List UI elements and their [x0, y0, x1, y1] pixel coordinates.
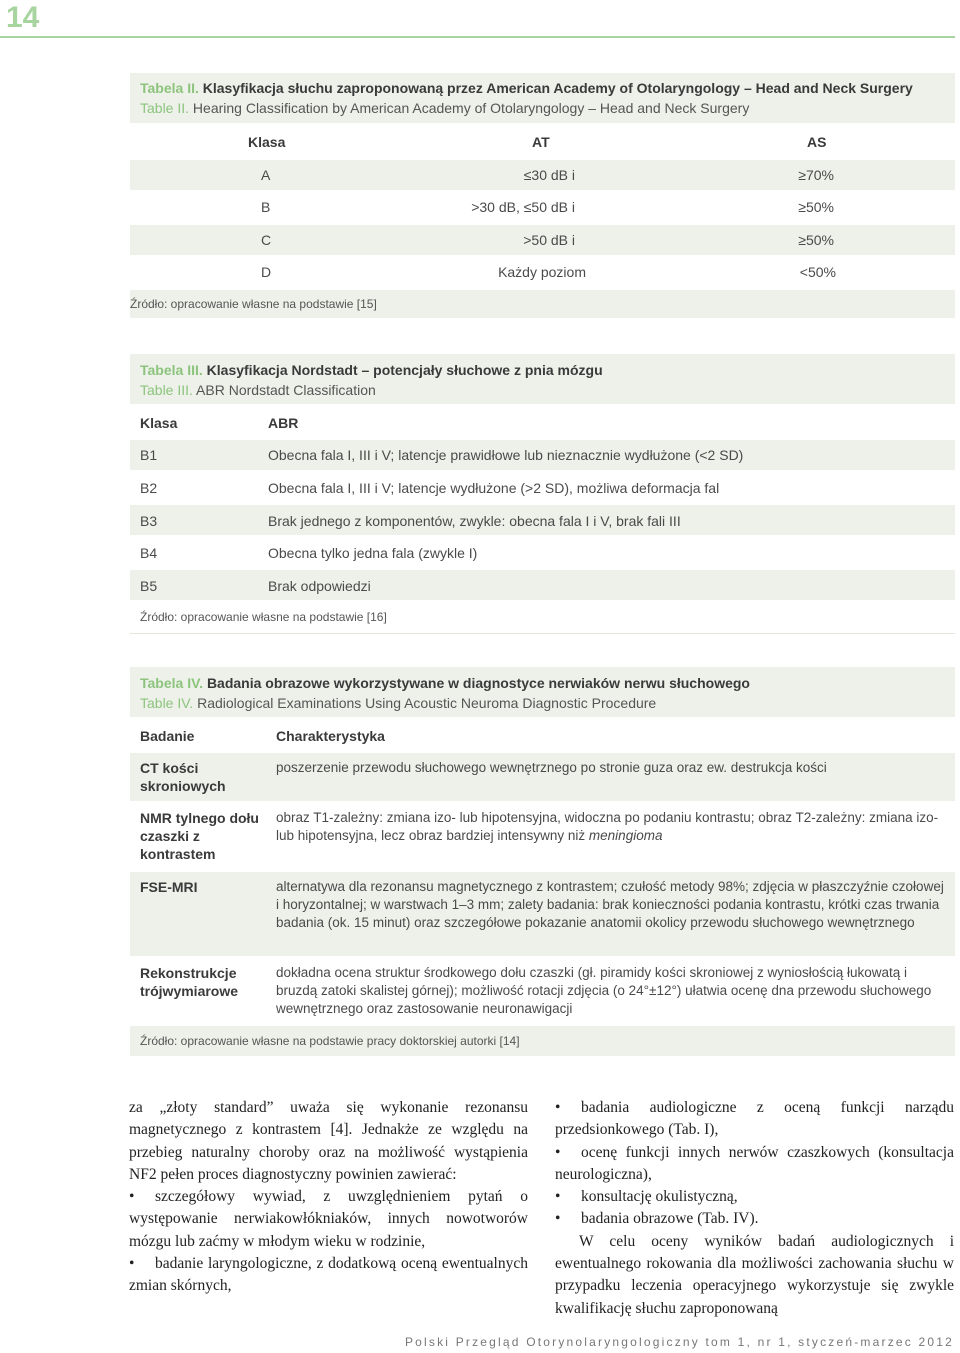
table-4	[130, 667, 955, 1057]
body-bullet: • badania obrazowe (Tab. IV).	[555, 1208, 954, 1230]
table-2-label-en: Table II.	[140, 100, 190, 116]
table-4-cell-charakterystyka	[276, 809, 946, 845]
table-2-cell-as: ≥50%	[798, 199, 834, 215]
page-number: 14	[6, 1, 40, 34]
table-2-cell-at: >50 dB i	[523, 232, 575, 248]
table-4-row	[130, 958, 955, 1024]
table-2-row	[130, 258, 955, 288]
table-4-header-row	[130, 721, 955, 751]
table-2-row	[130, 160, 955, 190]
table-2-cell-as: <50%	[799, 264, 836, 280]
table-3-row	[130, 570, 955, 600]
table-4-header-badanie: Badanie	[140, 728, 195, 744]
body-bullet: • szczegółowy wywiad, z uwzględnieniem pytań o występowanie nerwiakowłókniaków, innych nowotworów mózgu lub zaćmy w młodym wieku w rodzinie,	[129, 1186, 528, 1253]
table-3-row	[130, 440, 955, 470]
table-3-cell-klasa: B4	[140, 545, 158, 561]
table-2-cell-klasa: D	[261, 264, 272, 280]
body-right-column	[555, 1097, 954, 1320]
body-bullet: • badania audiologiczne z oceną funkcji narządu przedsionkowego (Tab. I),	[555, 1097, 954, 1142]
table-3-label-pl: Tabela III.	[140, 362, 203, 378]
table-4-cell-badanie: Rekonstrukcje trójwymiarowe	[140, 965, 239, 999]
table-4-row	[130, 753, 955, 801]
table-4-cell-text: obraz T1-zależny: zmiana izo- lub hipotensyjna, widoczna po podaniu kontrastu; obraz T2-zależny: zmiana izo- lub hipotensyjna, lecz obraz bardziej intensywny niż	[276, 810, 939, 843]
table-4-label-pl: Tabela IV.	[140, 675, 204, 691]
table-3-title-pl: Klasyfikacja Nordstadt – potencjały słuchowe z pnia mózgu	[206, 362, 603, 378]
table-4-cell-italic-term: meningioma	[588, 828, 663, 843]
table-4-cell-charakterystyka: dokładna ocena struktur środkowego dołu czaszki (gł. piramidy kości skroniowej z wyniosłością łukowatą i bruzdą zatoki skalistej górnej); możliwość rotacji zdjęcia (o 24°±12°) ułatwia ocenę dna przewodu słuchowego wewnętrznego oraz zastosowanie neuronawigacji	[276, 965, 932, 1016]
table-2-title-pl: Klasyfikacja słuchu zaproponowaną przez American Academy of Otolaryngology – Head and Neck Surgery	[202, 80, 913, 96]
journal-footer: Polski Przegląd Otorynolaryngologiczny tom 1, nr 1, styczeń-marzec 2012	[404, 1335, 954, 1349]
table-2-header-at: AT	[532, 134, 550, 150]
table-3-cell-abr: Obecna tylko jedna fala (zwykle I)	[268, 545, 478, 561]
table-4-title-pl: Badania obrazowe wykorzystywane w diagnostyce nerwiaków nerwu słuchowego	[206, 675, 750, 691]
body-bullet: • konsultację okulistyczną,	[555, 1186, 954, 1208]
table-2-cell-klasa: C	[261, 232, 272, 248]
table-4-header-charakterystyka: Charakterystyka	[276, 728, 385, 744]
table-3	[130, 354, 955, 634]
table-3-label-en: Table III.	[140, 382, 193, 398]
table-2-header-klasa: Klasa	[248, 134, 286, 150]
body-left-column	[129, 1097, 528, 1298]
table-3-cell-abr: Obecna fala I, III i V; latencje prawidłowe lub nieznacznie wydłużone (<2 SD)	[268, 447, 744, 463]
table-2-cell-klasa: B	[261, 199, 271, 215]
table-2-cell-at: ≤30 dB i	[523, 167, 575, 183]
table-3-cell-klasa: B1	[140, 447, 158, 463]
table-2-label-pl: Tabela II.	[140, 80, 199, 96]
table-4-cell-badanie: FSE-MRI	[140, 879, 198, 895]
table-4-row	[130, 872, 955, 956]
table-2-row	[130, 193, 955, 223]
table-3-cell-abr: Brak odpowiedzi	[268, 578, 371, 594]
table-4-source-row	[130, 1026, 955, 1056]
table-3-caption	[130, 354, 955, 404]
table-2	[130, 73, 955, 318]
table-4-row	[130, 803, 955, 871]
table-3-source: Źródło: opracowanie własne na podstawie [16]	[140, 610, 387, 624]
table-2-source: Źródło: opracowanie własne na podstawie [15]	[130, 297, 377, 311]
table-4-cell-charakterystyka: alternatywa dla rezonansu magnetycznego z kontrastem; czułość metody 98%; zdjęcia w płaszczyźnie czołowej i horyzontalnej; w warstwach 1–3 mm; zalety badania: brak konieczności podania kontrastu, krótki czas trwania badania (ok. 15 minut) oraz szczegółowe pokazanie anatomii okolicy przewodu słuchowego wewnętrznego	[276, 879, 944, 930]
table-3-header-row	[130, 408, 955, 438]
table-3-cell-abr: Obecna fala I, III i V; latencje wydłużone (>2 SD), możliwa deformacja fal	[268, 480, 720, 496]
table-3-cell-abr: Brak jednego z komponentów, zwykle: obecna fala I i V, brak fali III	[268, 513, 681, 529]
table-4-label-en: Table IV.	[140, 695, 194, 711]
table-3-row	[130, 538, 955, 568]
body-paragraph: W celu oceny wyników badań audiologicznych i ewentualnego rokowania dla możliwości zachowania słuchu w przypadku leczenia operacyjnego wykorzystuje się zwykle kwalifikację słuchu zaproponowaną	[555, 1232, 954, 1317]
table-3-header-klasa: Klasa	[140, 415, 178, 431]
table-4-source: Źródło: opracowanie własne na podstawie pracy doktorskiej autorki [14]	[140, 1034, 520, 1048]
table-4-title-en: Radiological Examinations Using Acoustic Neuroma Diagnostic Procedure	[197, 695, 657, 711]
table-3-title-en: ABR Nordstadt Classification	[196, 382, 376, 398]
table-2-row	[130, 225, 955, 255]
table-2-cell-at: >30 dB, ≤50 dB i	[471, 199, 575, 215]
table-4-cell-badanie: CT kości skroniowych	[140, 760, 226, 794]
body-bullet: • badanie laryngologiczne, z dodatkową oceną ewentualnych zmian skórnych,	[129, 1253, 528, 1298]
table-3-row	[130, 505, 955, 535]
table-4-cell-charakterystyka: poszerzenie przewodu słuchowego wewnętrznego po stronie guza oraz ew. destrukcja kości	[276, 760, 827, 775]
table-2-cell-klasa: A	[261, 167, 271, 183]
body-paragraph: za „złoty standard” uważa się wykonanie rezonansu magnetycznego z kontrastem [4]. Jednakże ze względu na przebieg naturalny choroby oraz na możliwość wystąpienia NF2 pełen proces diagnostyczny powinien zawierać:	[129, 1099, 528, 1183]
table-3-source-row	[130, 603, 955, 634]
table-3-cell-klasa: B2	[140, 480, 158, 496]
table-4-caption	[130, 667, 955, 717]
table-2-caption	[130, 73, 955, 123]
table-2-title-en: Hearing Classification by American Academy of Otolaryngology – Head and Neck Surgery	[192, 100, 750, 116]
table-3-cell-klasa: B3	[140, 513, 158, 529]
header-rule	[0, 36, 955, 38]
table-3-row	[130, 473, 955, 503]
body-bullet: • ocenę funkcji innych nerwów czaszkowych (konsultacja neurologiczna),	[555, 1142, 954, 1187]
table-2-header-as: AS	[807, 134, 827, 150]
table-3-cell-klasa: B5	[140, 578, 158, 594]
table-2-cell-at: Każdy poziom	[498, 264, 586, 280]
table-2-cell-as: ≥70%	[798, 167, 834, 183]
table-2-cell-as: ≥50%	[798, 232, 834, 248]
table-4-cell-badanie: NMR tylnego dołu czaszki z kontrastem	[140, 810, 259, 862]
table-2-header-row	[130, 128, 955, 158]
table-3-header-abr: ABR	[268, 415, 299, 431]
table-2-source-row	[130, 290, 955, 318]
